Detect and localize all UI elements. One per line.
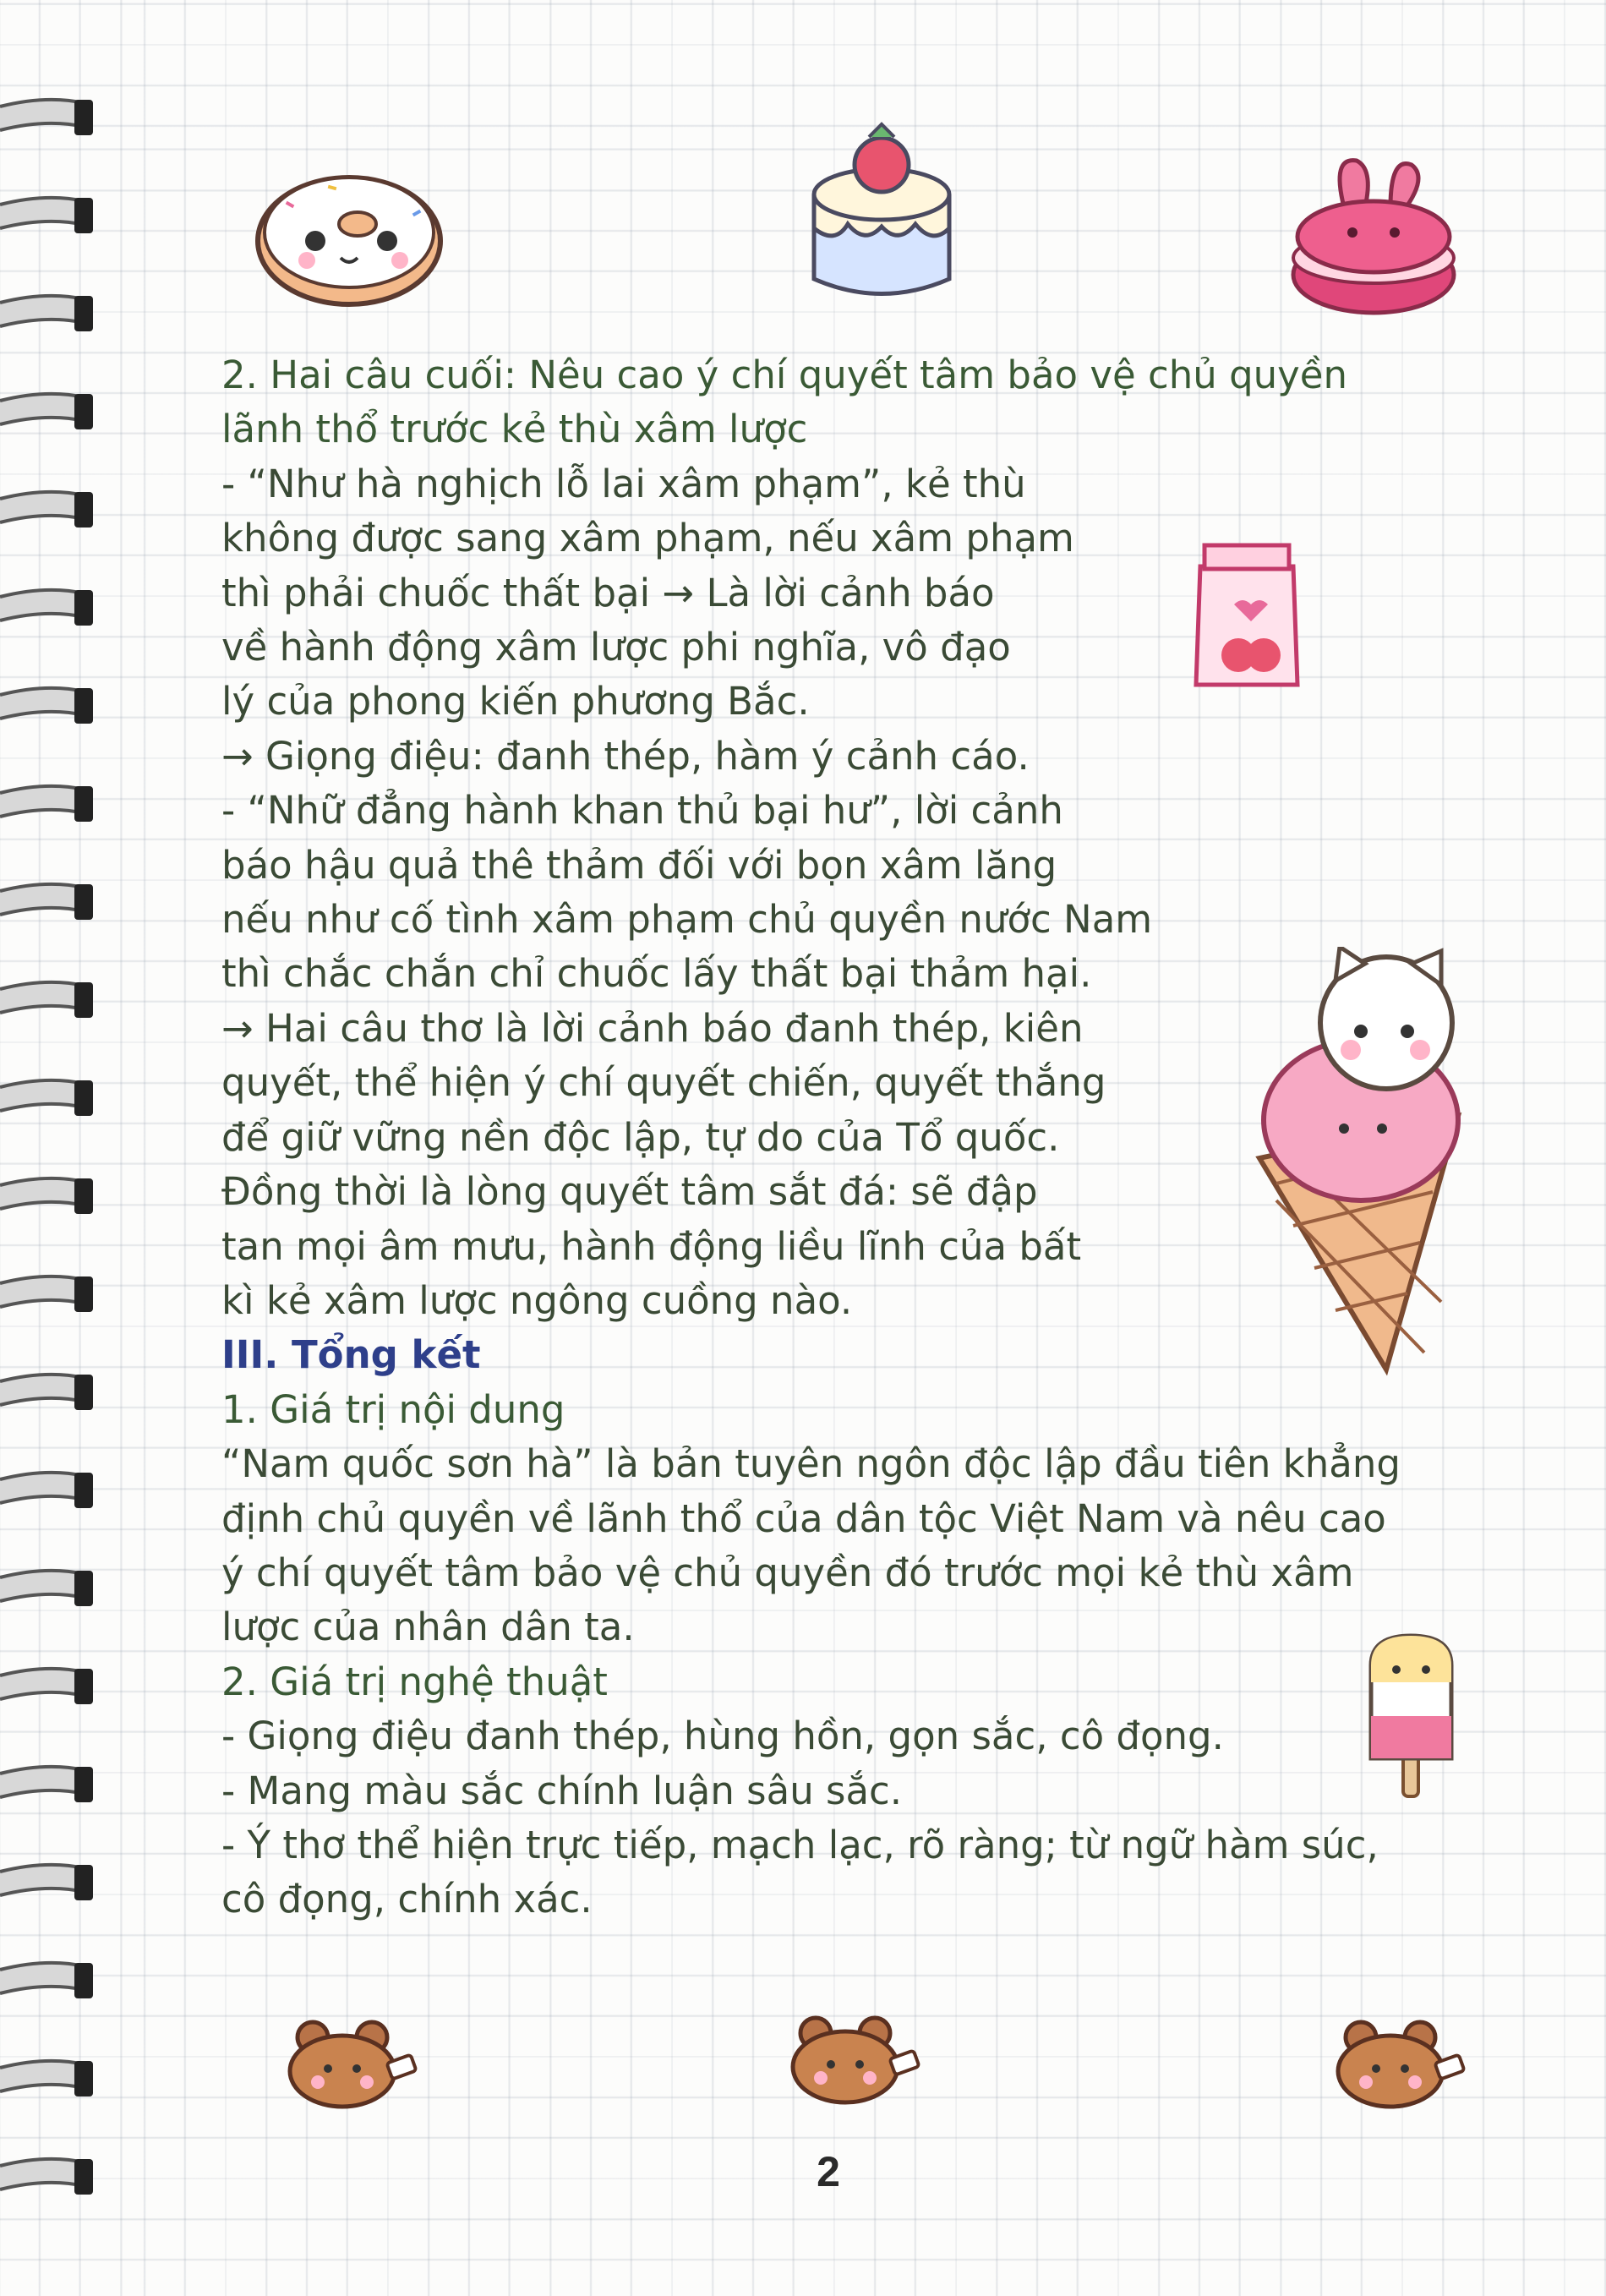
text-line: lý của phong kiến phương Bắc. [221,679,810,724]
spiral-ring [0,1178,85,1209]
spiral-ring [0,100,85,130]
spiral-ring [0,786,85,817]
section-heading: lãnh thổ trước kẻ thù xâm lược [221,407,808,452]
text-line: kì kẻ xâm lược ngông cuồng nào. [221,1277,853,1323]
text-line: - “Nhữ đẳng hành khan thủ bại hư”, lời cảnh [221,788,1063,834]
macaron-bunny-sticker-icon [1285,148,1462,325]
spiral-hole [74,1669,93,1704]
spiral-ring [0,2159,85,2189]
text-line: để giữ vững nền độc lập, tự do của Tổ quốc. [221,1114,1060,1160]
page-number: 2 [817,2148,840,2195]
spiral-ring [0,1767,85,1797]
bear-sticker-icon [1336,2016,1471,2109]
spiral-ring [0,198,85,228]
cake-sticker-icon [801,118,962,309]
text-line: - Giọng điệu đanh thép, hùng hồn, gọn sắc, cô đọng. [221,1714,1224,1759]
text-line: → Giọng điệu: đanh thép, hàm ý cảnh cáo. [221,733,1030,779]
spiral-ring [0,1669,85,1699]
spiral-hole [74,786,93,822]
spiral-hole [74,1865,93,1900]
text-line: nếu như cố tình xâm phạm chủ quyền nước Nam [221,897,1153,943]
spiral-hole [74,198,93,233]
spiral-ring [0,1963,85,1993]
text-line: ý chí quyết tâm bảo vệ chủ quyền đó trước mọi kẻ thù xâm [221,1550,1354,1595]
bear-sticker-icon [790,2012,926,2105]
text-line: thì phải chuốc thất bại → Là lời cảnh báo [221,570,995,615]
spiral-hole [74,1276,93,1312]
spiral-hole [74,590,93,626]
donut-sticker-icon [252,161,446,313]
bear-sticker-icon [287,2016,423,2109]
spiral-hole [74,688,93,724]
spiral-ring [0,688,85,719]
spiral-ring [0,884,85,915]
spiral-ring [0,492,85,522]
spiral-hole [74,394,93,429]
text-line: - “Như hà nghịch lỗ lai xâm phạm”, kẻ thù [221,461,1026,506]
spiral-hole [74,1963,93,1998]
spiral-hole [74,1473,93,1508]
spiral-hole [74,1571,93,1606]
spiral-hole [74,492,93,528]
text-line: thì chắc chắn chỉ chuốc lấy thất bại thảm hại. [221,951,1092,997]
spiral-ring [0,1571,85,1601]
text-line: - Ý thơ thể hiện trực tiếp, mạch lạc, rõ ràng; từ ngữ hàm súc, [221,1822,1379,1867]
spiral-ring [0,394,85,424]
spiral-hole [74,2159,93,2195]
spiral-ring [0,982,85,1013]
section-heading: 2. Giá trị nghệ thuật [221,1659,608,1704]
spiral-hole [74,1375,93,1410]
spiral-ring [0,1375,85,1405]
main-heading: III. Tổng kết [221,1332,481,1378]
text-line: - Mang màu sắc chính luận sâu sắc. [221,1768,903,1813]
section-heading: 2. Hai câu cuối: Nêu cao ý chí quyết tâm bảo vệ chủ quyền [221,353,1348,397]
text-line: báo hậu quả thê thảm đối với bọn xâm lăng [221,842,1057,888]
text-line: “Nam quốc sơn hà” là bản tuyên ngôn độc lập đầu tiên khẳng [221,1441,1401,1487]
spiral-hole [74,1767,93,1802]
text-line: cô đọng, chính xác. [221,1877,593,1922]
spiral-ring [0,590,85,620]
text-line: tan mọi âm mưu, hành động liều lĩnh của bất [221,1223,1082,1269]
spiral-ring [0,1080,85,1111]
text-line: không được sang xâm phạm, nếu xâm phạm [221,516,1074,561]
spiral-hole [74,296,93,331]
page-content [221,348,1489,1927]
text-line: định chủ quyền về lãnh thổ của dân tộc Việt Nam và nêu cao [221,1495,1386,1541]
text-line: lược của nhân dân ta. [221,1604,635,1650]
spiral-hole [74,100,93,135]
text-line: về hành động xâm lược phi nghĩa, vô đạo [221,625,1011,670]
spiral-ring [0,296,85,326]
spiral-ring [0,1865,85,1895]
section-heading: 1. Giá trị nội dung [221,1386,565,1432]
spiral-hole [74,1080,93,1116]
spiral-ring [0,2061,85,2091]
spiral-hole [74,1178,93,1214]
spiral-ring [0,1276,85,1307]
text-line: → Hai câu thơ là lời cảnh báo đanh thép, kiên [221,1005,1084,1051]
spiral-hole [74,884,93,920]
text-line: quyết, thể hiện ý chí quyết chiến, quyết thắng [221,1060,1106,1106]
text-line: Đồng thời là lòng quyết tâm sắt đá: sẽ đập [221,1169,1038,1215]
spiral-binding [0,85,110,2249]
spiral-ring [0,1473,85,1503]
spiral-hole [74,982,93,1018]
spiral-hole [74,2061,93,2096]
